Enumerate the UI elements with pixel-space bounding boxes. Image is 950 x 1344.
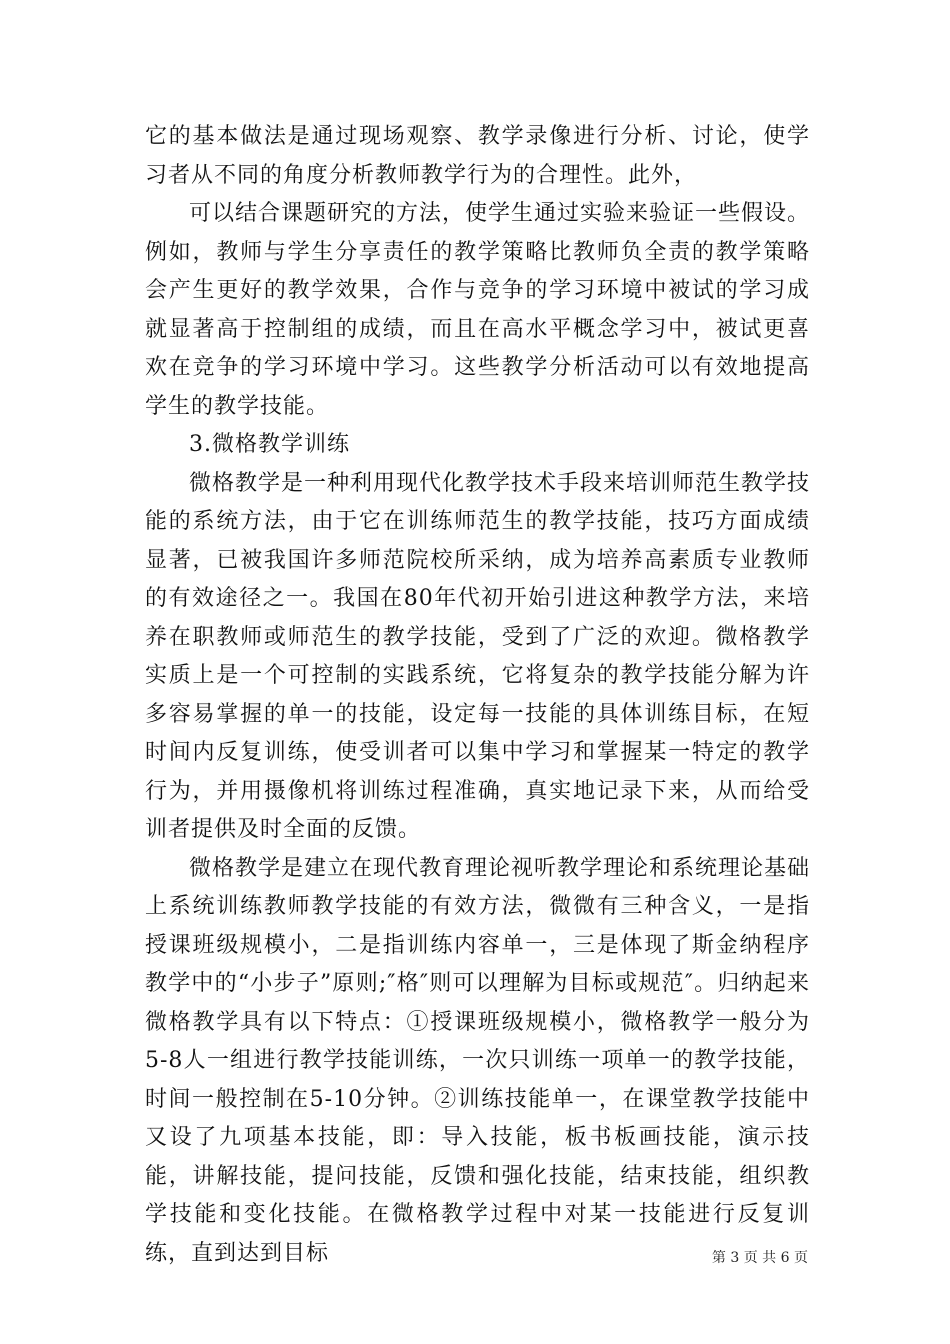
page-number-footer: 第 3 页 共 6 页 <box>711 1250 808 1266</box>
document-body <box>145 118 810 1273</box>
paragraph-research-method: 可以结合课题研究的方法，使学生通过实验来验证一些假设。例如，教师与学生分享责任的教学策略比教师负全责的教学策略会产生更好的教学效果，合作与竞争的学习环境中被试的学习成就显著高于控制组的成绩，而且在高水平概念学习中，被试更喜欢在竞争的学习环境中学习。这些教学分析活动可以有效地提高学生的教学技能。 <box>145 201 811 419</box>
paragraph-continuation: 它的基本做法是通过现场观察、教学录像进行分析、讨论，使学习者从不同的角度分析教师教学行为的合理性。此外， <box>145 124 810 188</box>
paragraph-microteaching-intro: 微格教学是一种利用现代化教学技术手段来培训师范生教学技能的系统方法，由于它在训练师范生的教学技能，技巧方面成绩显著，已被我国许多师范院校所采纳，成为培养高素质专业教师的有效途径之一。我国在80年代初开始引进这种教学方法，来培养在职教师或师范生的教学技能，受到了广泛的欢迎。微格教学实质上是一个可控制的实践系统，它将复杂的教学技能分解为许多容易掌握的单一的技能，设定每一技能的具体训练目标，在短时间内反复训练，使受训者可以集中学习和掌握某一特定的教学行为，并用摄像机将训练过程准确，真实地记录下来，从而给受训者提供及时全面的反馈。 <box>145 470 811 842</box>
paragraph-microteaching-features: 微格教学是建立在现代教育理论视听教学理论和系统理论基础上系统训练教师教学技能的有效方法，微微有三种含义，一是指授课班级规模小，二是指训练内容单一，三是体现了斯金纳程序教学中的“小步子”原则;″格″则可以理解为目标或规范″。归纳起来微格教学具有以下特点：①授课班级规模小，微格教学一般分为5-8人一组进行教学技能训练，一次只训练一项单一的教学技能，时间一般控制在5-10分钟。②训练技能单一，在课堂教学技能中又设了九项基本技能，即：导入技能，板书板画技能，演示技能，讲解技能，提问技能，反馈和强化技能，结束技能，组织教学技能和变化技能。在微格教学过程中对某一技能进行反复训练，直到达到目标 <box>145 855 811 1266</box>
section-heading-microteaching: 3.微格教学训练 <box>189 432 350 457</box>
